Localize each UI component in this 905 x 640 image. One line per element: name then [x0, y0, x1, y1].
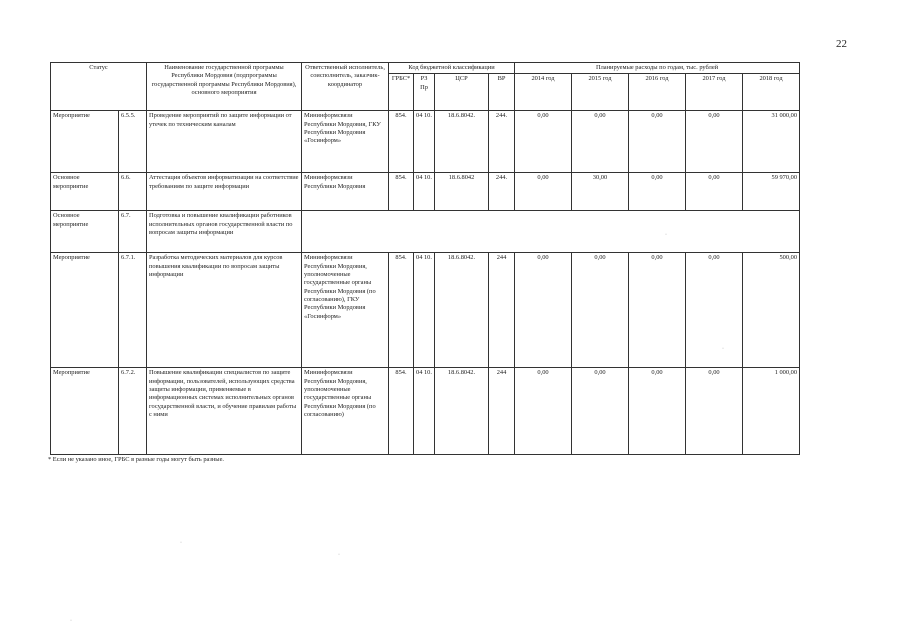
row-value-2014: 0,00	[515, 253, 572, 368]
row-csr: 18.6.8042.	[435, 253, 489, 368]
row-rzpr: 04 10.	[414, 253, 435, 368]
row-status: Основное мероприятие	[51, 211, 119, 253]
row-status: Мероприятие	[51, 253, 119, 368]
scan-speck: ·	[338, 552, 340, 558]
row-value-2016: 0,00	[629, 111, 686, 173]
header-vr: ВР	[489, 74, 515, 111]
row-executor: Мининформсвязи Республики Мордовия	[302, 173, 389, 211]
row-code: 6.6.	[119, 173, 147, 211]
row-vr: 244	[489, 253, 515, 368]
row-grbs: 854.	[389, 368, 414, 455]
scan-speck: ·	[70, 618, 72, 624]
row-status: Мероприятие	[51, 368, 119, 455]
row-rzpr: 04 10.	[414, 368, 435, 455]
row-status: Основное мероприятие	[51, 173, 119, 211]
row-value-2015: 30,00	[572, 173, 629, 211]
row-executor: Мининформсвязи Республики Мордовия, уполномоченные государственные органы Республики Мордовия (по согласованию)	[302, 368, 389, 455]
row-vr: 244.	[489, 111, 515, 173]
row-name: Разработка методических материалов для курсов повышения квалификации по вопросам защиты информации	[147, 253, 302, 368]
header-name: Наименование государственной программы Республики Мордовия (подпрограммы государственной программы Республики Мордовия), основного мероприятия	[147, 63, 302, 111]
row-value-2015: 0,00	[572, 253, 629, 368]
row-value-2018: 500,00	[743, 253, 800, 368]
page-number: 22	[836, 38, 847, 50]
row-name: Подготовка и повышение квалификации работников исполнительных органов государственной власти по вопросам защиты информации	[147, 211, 302, 253]
header-year-2018: 2018 год	[743, 74, 800, 111]
header-status: Статус	[51, 63, 147, 111]
row-value-2015: 0,00	[572, 111, 629, 173]
row-code: 6.7.	[119, 211, 147, 253]
row-rzpr: 04 10.	[414, 173, 435, 211]
row-value-2017: 0,00	[686, 111, 743, 173]
row-value-2018: 1 000,00	[743, 368, 800, 455]
table-row	[51, 253, 800, 368]
row-status: Мероприятие	[51, 111, 119, 173]
row-name: Повышение квалификации специалистов по защите информации, пользователей, использующих средства защиты информации, применяемые в информационных системах исполнительных органов государственной власти, и обучение правилам работы с ними	[147, 368, 302, 455]
header-executor: Ответственный исполнитель, соисполнитель, заказчик-координатор	[302, 63, 389, 111]
row-csr: 18.6.8042.	[435, 368, 489, 455]
header-year-2015: 2015 год	[572, 74, 629, 111]
header-rzpr: РЗ Пр	[414, 74, 435, 111]
budget-table	[50, 62, 800, 455]
row-value-2016: 0,00	[629, 173, 686, 211]
row-grbs: 854.	[389, 111, 414, 173]
table-row	[51, 211, 800, 253]
footnote: * Если не указано иное, ГРБС в разные годы могут быть разные.	[48, 456, 225, 463]
header-grbs: ГРБС*	[389, 74, 414, 111]
row-grbs: 854.	[389, 253, 414, 368]
row-value-2018: 31 000,00	[743, 111, 800, 173]
row-value-2017: 0,00	[686, 253, 743, 368]
header-year-2017: 2017 год	[686, 74, 743, 111]
scan-speck: ·	[722, 346, 724, 352]
row-executor: Мининформсвязи Республики Мордовия, уполномоченные государственные органы Республики Мордовия (по согласованию), ГКУ Республики Мордовия «Госинформ»	[302, 253, 389, 368]
row-value-2017: 0,00	[686, 368, 743, 455]
header-budget-code: Код бюджетной классификации	[389, 63, 515, 74]
row-value-2015: 0,00	[572, 368, 629, 455]
row-value-2016: 0,00	[629, 253, 686, 368]
row-code: 6.7.1.	[119, 253, 147, 368]
table-row	[51, 173, 800, 211]
row-value-2018: 59 970,00	[743, 173, 800, 211]
row-csr: 18.6.8042	[435, 173, 489, 211]
header-year-2016: 2016 год	[629, 74, 686, 111]
row-value-2014: 0,00	[515, 111, 572, 173]
row-value-2014: 0,00	[515, 173, 572, 211]
row-rzpr: 04 10.	[414, 111, 435, 173]
row-value-2016: 0,00	[629, 368, 686, 455]
row-vr: 244	[489, 368, 515, 455]
row-name: Аттестация объектов информатизации на соответствие требованиям по защите информации	[147, 173, 302, 211]
row-csr: 18.6.8042.	[435, 111, 489, 173]
header-year-2014: 2014 год	[515, 74, 572, 111]
row-grbs: 854.	[389, 173, 414, 211]
row-executor: Мининформсвязи Республики Мордовия, ГКУ Республики Мордовия «Госинформ»	[302, 111, 389, 173]
scan-speck: ·	[180, 540, 182, 546]
row-vr: 244.	[489, 173, 515, 211]
table-row	[51, 368, 800, 455]
row-value-2017: 0,00	[686, 173, 743, 211]
scan-speck: ·	[665, 232, 667, 238]
row-code: 6.5.5.	[119, 111, 147, 173]
header-csr: ЦСР	[435, 74, 489, 111]
row-name: Проведение мероприятий по защите информации от утечек по техническим каналам	[147, 111, 302, 173]
header-planned: Планируемые расходы по годам, тыс. рублей	[515, 63, 800, 74]
row-value-2014: 0,00	[515, 368, 572, 455]
row-code: 6.7.2.	[119, 368, 147, 455]
row-empty-cells	[302, 211, 800, 253]
table-row	[51, 111, 800, 173]
